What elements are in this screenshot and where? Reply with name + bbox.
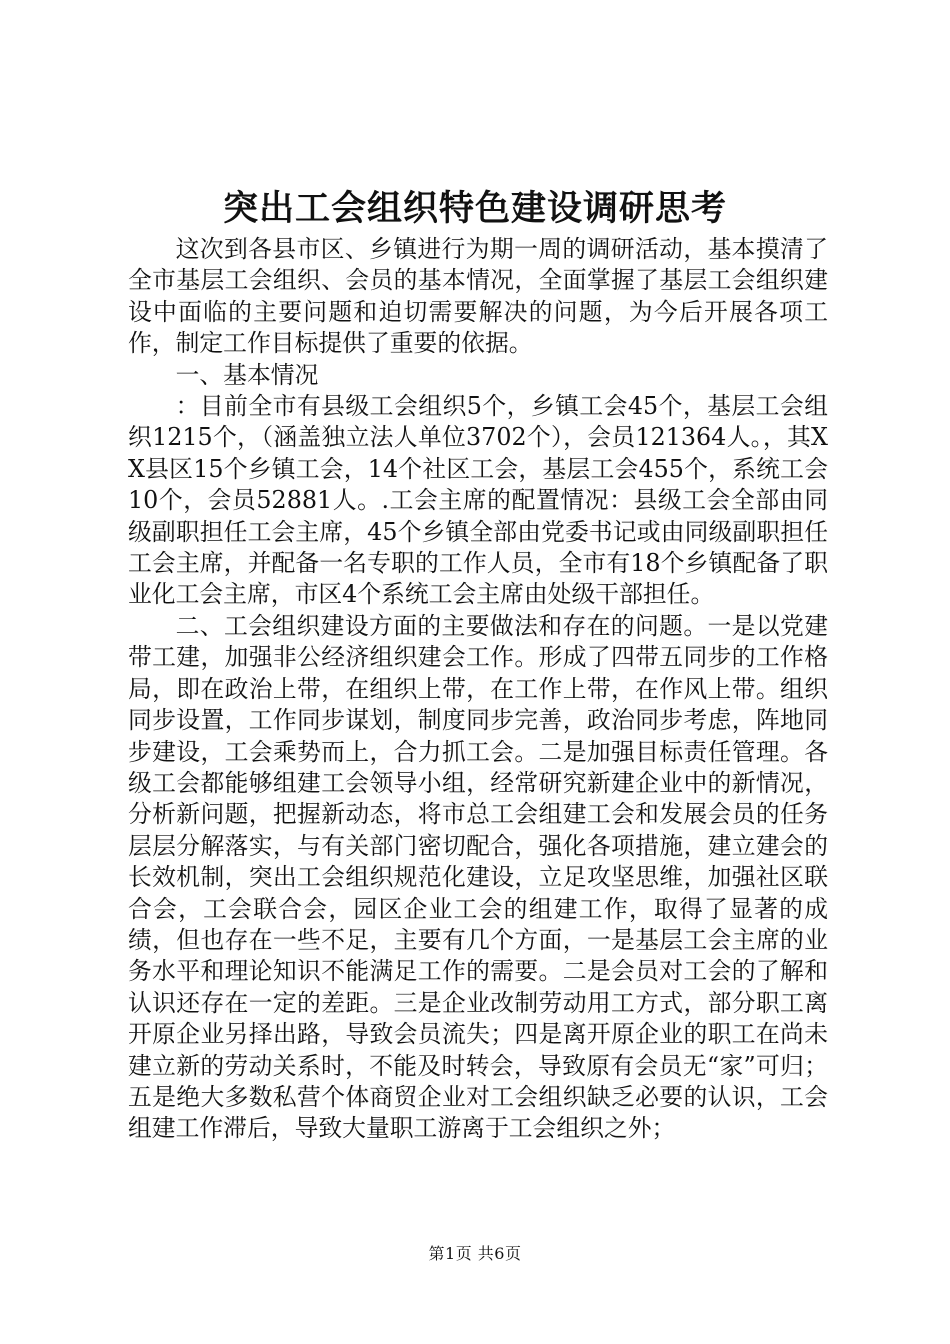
page-number-footer: 第1页 共6页 — [428, 1244, 522, 1263]
paragraph-practices-and-problems: 二、工会组织建设方面的主要做法和存在的问题。一是以党建带工建，加强非公经济组织建会工作。形成了四带五同步的工作格局，即在政治上带，在组织上带，在工作上带，在作风上带。组织同步设置，工作同步谋划，制度同步完善，政治同步考虑，阵地同步建设，工会乘势而上，合力抓工会。二是加强目标责任管理。各级工会都能够组建工会领导小组，经常研究新建企业中的新情况，分析新问题，把握新动态，将市总工会组建工会和发展会员的任务层层分解落实，与有关部门密切配合，强化各项措施，建立建会的长效机制，突出工会组织规范化建设，立足攻坚思维，加强社区联合会，工会联合会，园区企业工会的组建工作，取得了显著的成绩，但也存在一些不足，主要有几个方面，一是基层工会主席的业务水平和理论知识不能满足工作的需要。二是会员对工会的了解和认识还存在一定的差距。三是企业改制劳动用工方式，部分职工离开原企业另择出路，导致会员流失；四是离开原企业的职工在尚未建立新的劳动关系时，不能及时转会，导致原有会员无“家”可归；五是绝大多数私营个体商贸企业对工会组织缺乏必要的认识，工会组建工作滞后，导致大量职工游离于工会组织之外； — [128, 611, 828, 1143]
document-title: 突出工会组织特色建设调研思考 — [222, 188, 727, 229]
section-heading-basic-situation: 一、基本情况 — [175, 360, 319, 389]
paragraph-intro: 这次到各县市区、乡镇进行为期一周的调研活动，基本摸清了全市基层工会组织、会员的基本情况，全面掌握了基层工会组织建设中面临的主要问题和迫切需要解决的问题，为今后开展各项工作，制定工作目标提供了重要的依据。 — [128, 235, 828, 358]
paragraph-basic-situation: ：目前全市有县级工会组织5个，乡镇工会45个，基层工会组织1215个，（涵盖独立法人单位3702个），会员121364人。，其XX县区15个乡镇工会，14个社区工会，基层工会455个，系统工会10个，会员52881人。.工会主席的配置情况：县级工会全部由同级副职担任工会主席，45个乡镇全部由党委书记或由同级副职担任工会主席，并配备一名专职的工作人员，全市有18个乡镇配备了职业化工会主席，市区4个系统工会主席由处级干部担任。 — [128, 392, 828, 609]
document-body — [128, 234, 828, 1145]
